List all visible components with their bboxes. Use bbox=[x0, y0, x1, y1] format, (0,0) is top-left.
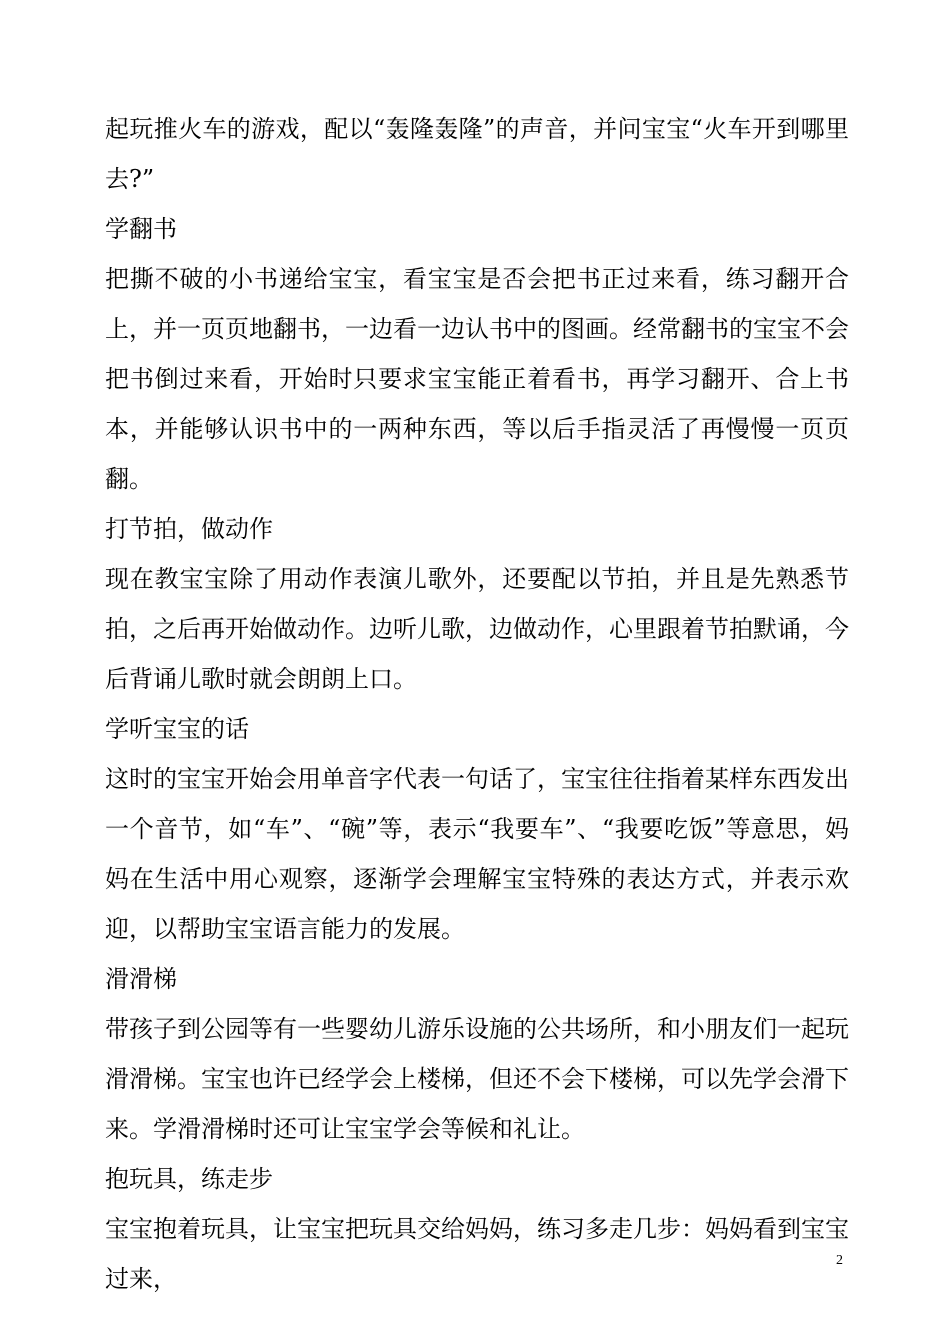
section-heading-rhythm: 打节拍，做动作 bbox=[105, 515, 273, 543]
page-number: 2 bbox=[836, 1253, 843, 1268]
paragraph-slide: 带孩子到公园等有一些婴幼儿游乐设施的公共场所，和小朋友们一起玩滑滑梯。宝宝也许已经学会上楼梯，但还不会下楼梯，可以先学会滑下来。学滑滑梯时还可让宝宝学会等候和礼让。 bbox=[105, 1015, 849, 1143]
paragraph-rhythm: 现在教宝宝除了用动作表演儿歌外，还要配以节拍，并且是先熟悉节拍，之后再开始做动作。边听儿歌，边做动作，心里跟着节拍默诵，今后背诵儿歌时就会朗朗上口。 bbox=[105, 565, 849, 693]
paragraph-listening: 这时的宝宝开始会用单音字代表一句话了，宝宝往往指着某样东西发出一个音节，如“车”、“碗”等，表示“我要车”、“我要吃饭”等意思，妈妈在生活中用心观察，逐渐学会理解宝宝特殊的表达方式，并表示欢迎，以帮助宝宝语言能力的发展。 bbox=[105, 765, 849, 943]
section-heading-slide: 滑滑梯 bbox=[105, 965, 177, 993]
section-heading-listening: 学听宝宝的话 bbox=[105, 715, 249, 743]
paragraph-train-game: 起玩推火车的游戏，配以“轰隆轰隆”的声音，并问宝宝“火车开到哪里去?” bbox=[105, 115, 849, 193]
paragraph-page-turning: 把撕不破的小书递给宝宝，看宝宝是否会把书正过来看，练习翻开合上，并一页页地翻书，一边看一边认书中的图画。经常翻书的宝宝不会把书倒过来看，开始时只要求宝宝能正着看书，再学习翻开、合上书本，并能够认识书中的一两种东西，等以后手指灵活了再慢慢一页页翻。 bbox=[105, 265, 849, 493]
section-heading-walking: 抱玩具，练走步 bbox=[105, 1165, 273, 1193]
section-heading-page-turning: 学翻书 bbox=[105, 215, 177, 243]
document-body bbox=[105, 104, 849, 1304]
paragraph-walking: 宝宝抱着玩具，让宝宝把玩具交给妈妈，练习多走几步：妈妈看到宝宝过来， bbox=[105, 1215, 849, 1293]
